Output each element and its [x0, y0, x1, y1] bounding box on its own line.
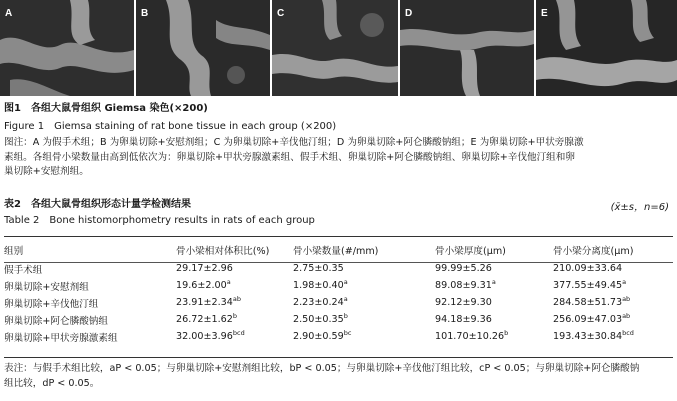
- micrograph-panel-b: [136, 0, 270, 96]
- value-text: 92.12±9.30: [435, 297, 492, 308]
- figure-note-line: 巢切除+安慰剂组。: [4, 166, 89, 177]
- value-text: 99.99±5.26: [435, 263, 492, 274]
- value-text: 210.09±33.64: [553, 263, 623, 274]
- value-text: 2.90±0.59: [293, 331, 344, 342]
- value-text: 193.43±30.84: [553, 331, 623, 342]
- cell-value: [553, 260, 673, 277]
- value-text: 1.98±0.40: [293, 280, 344, 291]
- table-header-row: [4, 240, 673, 260]
- micrograph-d-image: [400, 0, 534, 96]
- cell-group: 卵巢切除+辛伐他汀组: [4, 298, 99, 310]
- significance-mark: ab: [232, 295, 241, 303]
- table-stat-note: (x̄±s，n=6): [610, 202, 669, 213]
- significance-mark: ab: [622, 295, 631, 303]
- value-text: 377.55±49.45: [553, 280, 623, 291]
- value-text: 256.09±47.03: [553, 314, 623, 325]
- cell-value: [435, 294, 553, 311]
- micrograph-e-image: [536, 0, 677, 96]
- micrograph-panel-c: [272, 0, 398, 96]
- value-text: 284.58±51.73: [553, 297, 623, 308]
- micrograph-b-image: [136, 0, 270, 96]
- value-text: 2.23±0.24: [293, 297, 344, 308]
- significance-mark: a: [343, 295, 348, 303]
- value-text: 29.17±2.96: [176, 263, 233, 274]
- header-tb-sp: 骨小梁分离度(μm): [553, 246, 634, 257]
- figure-note-line: 图注：A 为假手术组；B 为卵巢切除+安慰剂组；C 为卵巢切除+辛伐他汀组；D 为卵巢切除+阿仑膦酸钠组；E 为卵巢切除+甲状旁腺激: [4, 137, 584, 148]
- cell-value: [553, 277, 673, 294]
- header-tb-th: 骨小梁厚度(μm): [435, 246, 506, 257]
- micrograph-panel-d: [400, 0, 534, 96]
- cell-value: [293, 328, 435, 345]
- figure-caption-cn: 图1 各组大鼠骨组织 Giemsa 染色(×200): [4, 103, 208, 114]
- significance-mark: bcd: [622, 329, 634, 337]
- value-text: 2.75±0.35: [293, 263, 344, 274]
- cell-group: 假手术组: [4, 264, 43, 276]
- table-title-en: Table 2 Bone histomorphometry results in rats of each group: [4, 215, 315, 226]
- table-footnote-line: 表注：与假手术组比较，aP < 0.05；与卵巢切除+安慰剂组比较，bP < 0.05；与卵巢切除+辛伐他汀组比较，cP < 0.05；与卵巢切除+阿仑膦酸钠: [4, 363, 640, 374]
- value-text: 32.00±3.96: [176, 331, 233, 342]
- header-bv-tv: 骨小梁相对体积比(%): [176, 246, 270, 257]
- significance-mark: a: [343, 278, 348, 286]
- figure-caption-en: Figure 1 Giemsa staining of rat bone tissue in each group (×200): [4, 121, 337, 132]
- cell-value: [293, 311, 435, 328]
- table-bottom-rule: [4, 357, 673, 358]
- cell-value: [435, 277, 553, 294]
- value-text: 89.08±9.31: [435, 280, 492, 291]
- panel-label-b: B: [141, 8, 149, 19]
- table-row: [4, 277, 673, 294]
- panel-label-a: A: [5, 8, 13, 19]
- value-text: 101.70±10.26: [435, 331, 505, 342]
- table-title-cn: 表2 各组大鼠骨组织形态计量学检测结果: [4, 199, 191, 210]
- cell-value: [553, 294, 673, 311]
- table-top-rule: [4, 236, 673, 237]
- histomorphometry-table: [4, 240, 673, 345]
- cell-value: [435, 260, 553, 277]
- cell-value: [293, 260, 435, 277]
- header-tb-n: 骨小梁数量(#/mm): [293, 246, 379, 257]
- cell-group: 卵巢切除+安慰剂组: [4, 281, 89, 293]
- cell-value: [435, 311, 553, 328]
- cell-value: [176, 311, 293, 328]
- figure-note-line: 素组。各组骨小梁数量由高到低依次为：卵巢切除+甲状旁腺激素组、假手术组、卵巢切除+阿仑膦酸钠组、卵巢切除+辛伐他汀组和卵: [4, 151, 575, 163]
- cell-group: 卵巢切除+甲状旁腺激素组: [4, 332, 118, 344]
- table-row: [4, 260, 673, 277]
- value-text: 19.6±2.00: [176, 280, 227, 291]
- cell-value: [435, 328, 553, 345]
- cell-value: [553, 311, 673, 328]
- significance-mark: bc: [343, 329, 352, 337]
- panel-label-e: E: [541, 8, 548, 19]
- figure-note: [4, 136, 672, 180]
- cell-value: [176, 328, 293, 345]
- significance-mark: b: [343, 312, 348, 320]
- significance-mark: bcd: [232, 329, 245, 337]
- table-row: [4, 328, 673, 345]
- significance-mark: a: [491, 278, 496, 286]
- significance-mark: b: [232, 312, 238, 320]
- significance-mark: b: [504, 329, 509, 337]
- figure-1-panels: [0, 0, 677, 96]
- table-row: [4, 294, 673, 311]
- micrograph-c-image: [272, 0, 398, 96]
- cell-value: [176, 277, 293, 294]
- significance-mark: ab: [622, 312, 631, 320]
- cell-group: 卵巢切除+阿仑膦酸钠组: [4, 315, 108, 327]
- table-row: [4, 311, 673, 328]
- panel-label-d: D: [405, 8, 413, 19]
- significance-mark: a: [622, 278, 627, 286]
- value-text: 26.72±1.62: [176, 314, 233, 325]
- cell-value: [176, 260, 293, 277]
- value-text: 23.91±2.34: [176, 297, 233, 308]
- header-group: 组别: [4, 246, 24, 257]
- significance-mark: a: [226, 278, 231, 286]
- cell-value: [176, 294, 293, 311]
- micrograph-panel-e: [536, 0, 677, 96]
- table-footnote-line: 组比较，dP < 0.05。: [4, 377, 100, 389]
- micrograph-a-image: [0, 0, 134, 96]
- panel-label-c: C: [277, 8, 285, 19]
- cell-value: [293, 294, 435, 311]
- value-text: 94.18±9.36: [435, 314, 492, 325]
- cell-value: [553, 328, 673, 345]
- value-text: 2.50±0.35: [293, 314, 344, 325]
- cell-value: [293, 277, 435, 294]
- micrograph-panel-a: [0, 0, 134, 96]
- table-footnote: [4, 362, 672, 391]
